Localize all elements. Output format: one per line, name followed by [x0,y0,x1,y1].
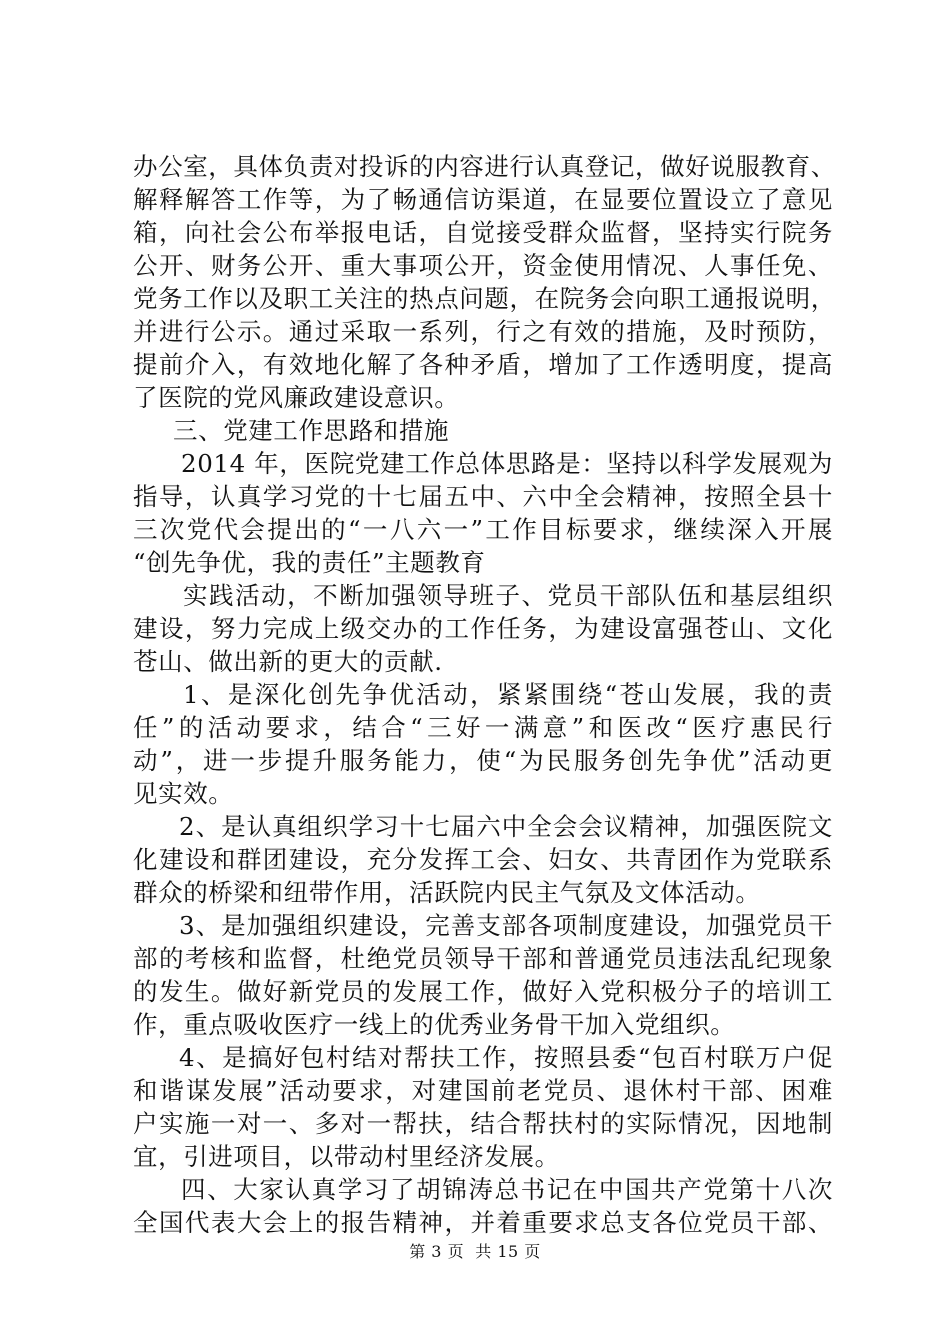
text-line: 办公室，具体负责对投诉的内容进行认真登记，做好说服教育、 [133,152,836,181]
page-number: 第 3 页 共 15 页 [409,1242,541,1261]
text-line: 四、大家认真学习了胡锦涛总书记在中国共产党第十八次 [181,1175,833,1204]
text-line: 指导，认真学习党的十七届五中、六中全会精神，按照全县十 [133,482,833,511]
text-line: 建设，努力完成上级交办的工作任务，为建设富强苍山、文化 [133,614,833,643]
text-line: 公开、财务公开、重大事项公开，资金使用情况、人事任免、 [133,251,833,280]
text-line: 2、是认真组织学习十七届六中全会会议精神，加强医院文 [179,812,833,841]
text-line: 的发生。做好新党员的发展工作，做好入党积极分子的培训工 [133,977,833,1006]
section-heading: 三、党建工作思路和措施 [173,416,450,445]
text-line: 了医院的党风廉政建设意识。 [133,383,460,412]
text-line: 实践活动，不断加强领导班子、党员干部队伍和基层组织 [183,581,833,610]
text-line: 化建设和群团建设，充分发挥工会、妇女、共青团作为党联系 [133,845,833,874]
text-line: 箱，向社会公布举报电话，自觉接受群众监督，坚持实行院务 [133,218,833,247]
page-footer [0,1242,950,1262]
text-line: 宜，引进项目，以带动村里经济发展。 [133,1142,560,1171]
document-body [133,150,836,1239]
text-line: “创先争优，我的责任”主题教育 [133,548,486,577]
text-line: 三次党代会提出的“一八六一”工作目标要求，继续深入开展 [133,515,833,544]
text-line: 2014 年，医院党建工作总体思路是：坚持以科学发展观为 [181,449,833,478]
text-line: 户实施一对一、多对一帮扶，结合帮扶村的实际情况，因地制 [133,1109,833,1138]
text-line: 4、是搞好包村结对帮扶工作，按照县委“包百村联万户促 [179,1043,833,1072]
text-line: 3、是加强组织建设，完善支部各项制度建设，加强党员干 [179,911,833,940]
text-line: 群众的桥梁和纽带作用，活跃院内民主气氛及文体活动。 [133,878,761,907]
text-line: 党务工作以及职工关注的热点问题，在院务会向职工通报说明， [133,284,836,313]
text-line: 并进行公示。通过采取一系列，行之有效的措施，及时预防， [133,317,833,346]
text-line: 苍山、做出新的更大的贡献. [133,647,443,676]
text-line: 见实效。 [133,779,234,808]
text-line: 1、是深化创先争优活动，紧紧围绕“苍山发展，我的责 [183,680,833,709]
text-line: 和谐谋发展”活动要求，对建国前老党员、退休村干部、困难 [133,1076,833,1105]
text-line: 提前介入，有效地化解了各种矛盾，增加了工作透明度，提高 [133,350,833,379]
text-line: 解释解答工作等，为了畅通信访渠道，在显要位置设立了意见 [133,185,833,214]
text-line: 作，重点吸收医疗一线上的优秀业务骨干加入党组织。 [133,1010,736,1039]
text-line: 动”，进一步提升服务能力，使“为民服务创先争优”活动更 [133,746,833,775]
text-line: 部的考核和监督，杜绝党员领导干部和普通党员违法乱纪现象 [133,944,833,973]
text-line: 任”的活动要求，结合“三好一满意”和医改“医疗惠民行 [133,713,833,742]
text-line: 全国代表大会上的报告精神，并着重要求总支各位党员干部、 [133,1208,833,1237]
